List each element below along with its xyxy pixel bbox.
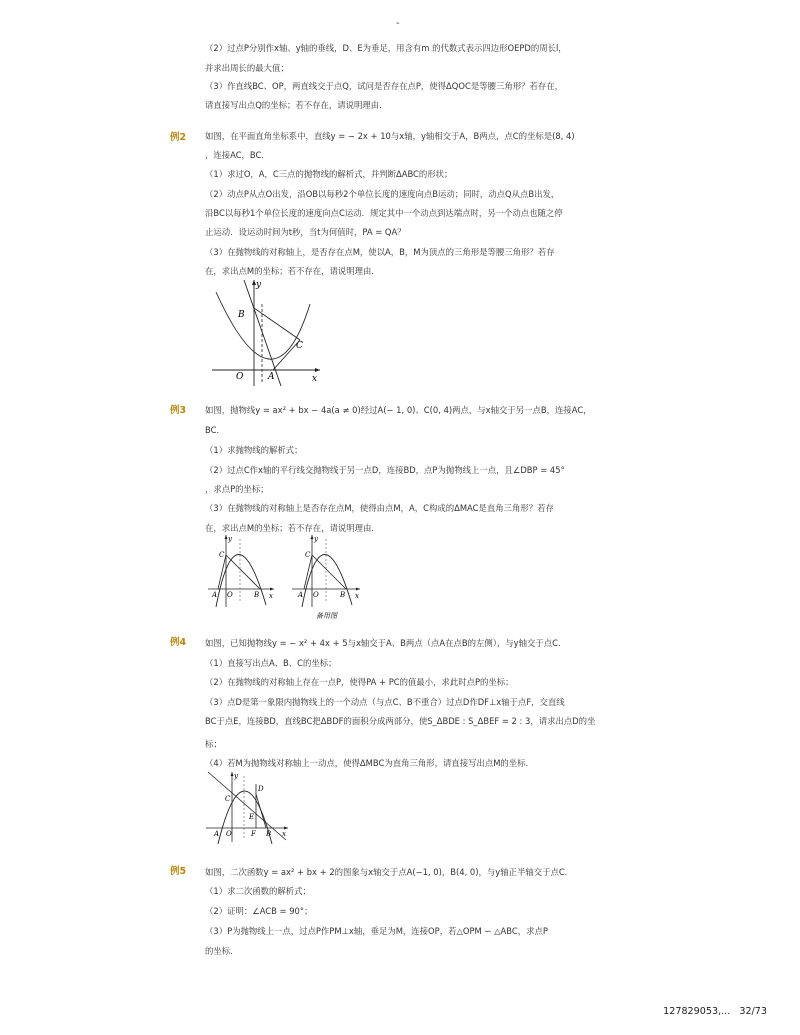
example-5-line: （2）证明：∠ACB = 90°； [205, 906, 313, 916]
page-number: 32/73 [739, 1006, 767, 1017]
fig3a-label-b: B [254, 591, 260, 599]
fig4-label-f: F [251, 830, 256, 838]
fig2-label-b: B [238, 310, 245, 320]
fig3b-label-x: x [355, 592, 359, 600]
example-2-line: （1）求过O，A，C三点的抛物线的解析式，并判断ΔABC的形状； [205, 169, 453, 179]
fig4-label-e: E [249, 813, 255, 821]
example-2-line: ，连接AC，BC． [205, 150, 270, 160]
intro-line: （3）作直线BC、OP，两直线交于点Q，试问是否存在点P，使得ΔQOC是等腰三角形？若存在， [205, 81, 563, 91]
fig3a-label-c: C [219, 551, 225, 559]
fig3a-label-o: O [227, 591, 233, 599]
example-5-line: 如图，二次函数y = ax² + bx + 2的图象与x轴交于点A(−1, 0)，B(4, 0)，与y轴正半轴交于点C． [205, 867, 574, 877]
example-label-3: 例3 [170, 405, 187, 416]
intro-line: （2）过点P分别作x轴、y轴的垂线，D、E为垂足，用含有m 的代数式表示四边形OEPD的周长l， [205, 43, 567, 53]
example-3-line: ，求点P的坐标； [205, 484, 269, 494]
example-2-line: 止运动．设运动时间为t秒，当t为何值时，PA = QA？ [205, 227, 406, 237]
example-label-5: 例5 [170, 866, 187, 877]
fig3b-label-o: O [313, 591, 319, 599]
fig2-label-a: A [268, 372, 275, 382]
example-3-figure-right [290, 533, 362, 621]
header-dash: - [396, 18, 400, 29]
fig3b-label-c: C [305, 551, 311, 559]
fig3b-label-a: A [298, 591, 304, 599]
doc-id: 127829053,... [663, 1006, 731, 1017]
example-3-line: BC． [205, 425, 225, 435]
example-4-line: （1）直接写出点A、B、C的坐标； [205, 658, 337, 668]
fig3a-label-a: A [212, 591, 218, 599]
fig3a-label-x: x [269, 592, 273, 600]
fig4-label-d: D [258, 785, 264, 793]
example-5-line: 的坐标． [205, 946, 239, 956]
example-2-line: 在，求出点M的坐标；若不存在，请说明理由． [205, 266, 380, 276]
example-3-line: 在，求出点M的坐标；若不存在，请说明理由． [205, 523, 380, 533]
example-3-line: （3）在抛物线的对称轴上是否存在点M，使得由点M，A，C构成的ΔMAC是直角三角形？若存 [205, 503, 554, 513]
example-3-figure-left [206, 533, 276, 608]
intro-line: 并求出周长的最大值； [205, 63, 289, 73]
fig3-caption: 备用图 [316, 612, 337, 620]
example-5-line: （1）求二次函数的解析式； [205, 886, 311, 896]
example-3-line: 如图，抛物线y = ax² + bx − 4a(a ≠ 0)经过A(− 1, 0)、C(0, 4)两点，与x轴交于另一点B，连接AC， [205, 405, 592, 415]
fig4-label-a: A [214, 830, 220, 838]
example-4-line: BC于点E，连接BD，直线BC把ΔBDF的面积分成两部分，使S_ΔBDE : S_ΔBEF = 2 : 3，请求出点D的坐 [205, 716, 596, 726]
fig2-label-o: O [236, 372, 244, 382]
fig3b-label-b: B [340, 591, 346, 599]
page-footer [657, 1006, 767, 1017]
example-3-line: （2）过点C作x轴的平行线交抛物线于另一点D，连接BD，点P为抛物线上一点，且∠DBP = 45° [205, 465, 565, 475]
fig4-label-y: y [234, 772, 238, 780]
fig2-label-c: C [296, 341, 303, 351]
fig4-label-c: C [225, 795, 231, 803]
example-2-line: 沿BC以每秒1个单位长度的速度向点C运动．规定其中一个动点到达端点时，另一个动点也随之停 [205, 208, 563, 218]
example-2-line: 如图，在平面直角坐标系中，直线y = − 2x + 10与x轴，y轴相交于A，B两点，点C的坐标是(8, 4) [205, 131, 575, 141]
example-4-line: （4）若M为抛物线对称轴上一动点，使得ΔMBC为直角三角形，请直接写出点M的坐标． [205, 758, 534, 768]
intro-line: 请直接写出点Q的坐标；若不存在，请说明理由． [205, 100, 388, 110]
fig4-label-b: B [266, 830, 272, 838]
example-label-2: 例2 [170, 132, 187, 143]
example-2-line: （2）动点P从点O出发，沿OB以每秒2个单位长度的速度向点B运动；同时，动点Q从点B出发， [205, 189, 560, 199]
example-2-figure [208, 278, 328, 388]
fig4-label-o: O [226, 830, 232, 838]
fig3a-label-y: y [228, 535, 232, 543]
fig3b-label-y: y [314, 535, 318, 543]
fig2-label-y: y [256, 280, 262, 290]
example-4-line: 标； [205, 739, 222, 749]
example-4-line: 如图，已知抛物线y = − x² + 4x + 5与x轴交于A、B两点（点A在点B的左侧），与y轴交于点C． [205, 638, 567, 648]
example-3-line: （1）求抛物线的解析式； [205, 445, 303, 455]
example-4-line: （3）点D是第一象限内抛物线上的一个动点（与点C、B不重合）过点D作DF⊥x轴于点F，交直线 [205, 697, 565, 707]
fig2-label-x: x [312, 374, 318, 384]
fig4-label-x: x [282, 830, 286, 838]
example-label-4: 例4 [170, 637, 187, 648]
example-5-line: （3）P为抛物线上一点，过点P作PM⊥x轴，垂足为M，连接OP，若△OPM ∽ △ABC，求点P [205, 926, 548, 936]
example-4-figure [204, 770, 290, 844]
example-4-line: （2）在抛物线的对称轴上存在一点P，使得PA + PC的值最小，求此时点P的坐标； [205, 677, 514, 687]
example-2-line: （3）在抛物线的对称轴上，是否存在点M，使以A，B，M为顶点的三角形是等腰三角形？若存 [205, 247, 555, 257]
